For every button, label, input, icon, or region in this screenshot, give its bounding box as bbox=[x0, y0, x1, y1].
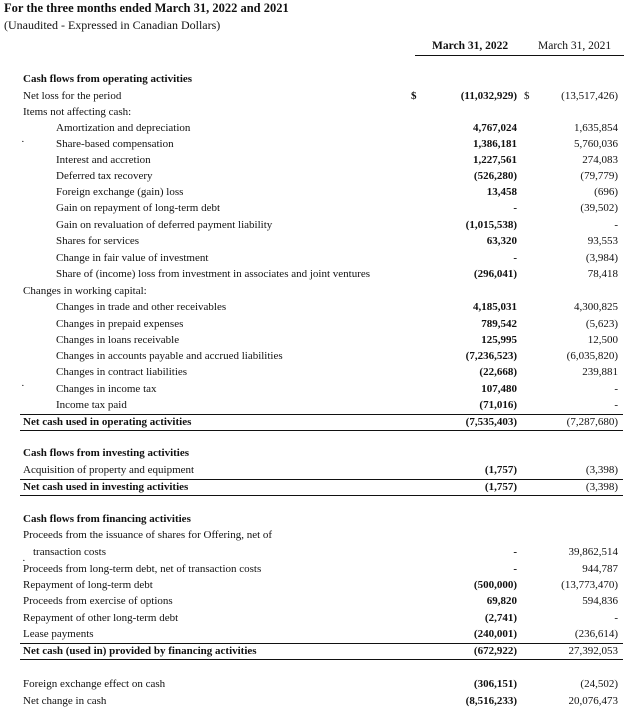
table-row bbox=[0, 446, 624, 462]
table-row bbox=[0, 137, 624, 153]
row-label: Interest and accretion bbox=[56, 154, 151, 166]
row-label: Changes in contract liabilities bbox=[56, 366, 188, 378]
value-2021: (696) bbox=[594, 186, 618, 198]
stray-mark: · bbox=[22, 555, 26, 567]
value-2022: - bbox=[513, 546, 517, 558]
row-label: Amortization and depreciation bbox=[56, 122, 191, 134]
value-2022: (7,535,403) bbox=[465, 416, 517, 428]
row-label: Acquisition of property and equipment bbox=[23, 464, 195, 476]
row-label: Proceeds from exercise of options bbox=[23, 595, 173, 607]
value-2022: (240,001) bbox=[473, 628, 517, 640]
row-label: Repayment of long-term debt bbox=[23, 579, 153, 591]
value-2022: (672,922) bbox=[473, 645, 517, 657]
total-rule bbox=[20, 659, 623, 660]
table-row bbox=[0, 594, 624, 610]
value-2021: 27,392,053 bbox=[568, 645, 618, 657]
value-2022: (1,015,538) bbox=[465, 219, 517, 231]
value-2022: 1,386,181 bbox=[473, 138, 517, 150]
value-2021: (39,502) bbox=[580, 202, 618, 214]
value-2022: 13,458 bbox=[486, 186, 517, 198]
value-2022: 69,820 bbox=[486, 595, 517, 607]
header-rule bbox=[415, 55, 624, 56]
value-2022: (11,032,929) bbox=[460, 90, 517, 102]
value-2021: (3,398) bbox=[585, 481, 618, 493]
row-label: Net change in cash bbox=[23, 695, 107, 707]
value-2021: 20,076,473 bbox=[568, 695, 618, 707]
row-label: Income tax paid bbox=[56, 399, 127, 411]
row-label: Foreign exchange effect on cash bbox=[23, 678, 166, 690]
value-2022: (296,041) bbox=[473, 268, 517, 280]
value-2021: - bbox=[614, 399, 618, 411]
row-label: Cash flows from investing activities bbox=[23, 447, 190, 459]
table-row bbox=[0, 398, 624, 414]
row-label: Changes in income tax bbox=[56, 383, 157, 395]
column-header-2022: March 31, 2022 bbox=[432, 40, 509, 52]
table-row bbox=[0, 72, 624, 88]
table-row bbox=[0, 169, 624, 185]
table-row bbox=[0, 644, 624, 660]
row-label: Shares for services bbox=[56, 235, 140, 247]
currency-symbol-2022: $ bbox=[411, 90, 417, 102]
table-row bbox=[0, 578, 624, 594]
value-2022: 125,995 bbox=[481, 334, 517, 346]
row-label: Changes in loans receivable bbox=[56, 334, 180, 346]
row-label: Cash flows from operating activities bbox=[23, 73, 193, 85]
table-row bbox=[0, 267, 624, 283]
table-row bbox=[0, 562, 624, 578]
table-row bbox=[0, 251, 624, 267]
value-2022: 63,320 bbox=[486, 235, 517, 247]
value-2022: (22,668) bbox=[479, 366, 517, 378]
row-label: Net cash (used in) provided by financing activities bbox=[23, 645, 257, 657]
row-label: Gain on revaluation of deferred payment liability bbox=[56, 219, 273, 231]
value-2022: (1,757) bbox=[484, 481, 517, 493]
total-rule bbox=[20, 430, 623, 431]
row-label: Changes in working capital: bbox=[23, 285, 147, 297]
table-row bbox=[0, 528, 624, 544]
table-row bbox=[0, 677, 624, 693]
value-2022: 4,185,031 bbox=[473, 301, 517, 313]
value-2021: 4,300,825 bbox=[574, 301, 618, 313]
value-2021: 12,500 bbox=[587, 334, 618, 346]
table-row bbox=[0, 185, 624, 201]
value-2021: 239,881 bbox=[582, 366, 618, 378]
table-row bbox=[0, 284, 624, 300]
value-2021: 5,760,036 bbox=[574, 138, 618, 150]
table-row bbox=[0, 463, 624, 479]
row-label: Share-based compensation bbox=[56, 138, 174, 150]
value-2021: 39,862,514 bbox=[568, 546, 618, 558]
table-row bbox=[0, 545, 624, 561]
value-2022: - bbox=[513, 202, 517, 214]
table-row bbox=[0, 415, 624, 431]
value-2022: 789,542 bbox=[481, 318, 517, 330]
value-2021: (79,779) bbox=[580, 170, 618, 182]
table-row bbox=[0, 349, 624, 365]
value-2021: (24,502) bbox=[580, 678, 618, 690]
table-row bbox=[0, 300, 624, 316]
value-2022: - bbox=[513, 563, 517, 575]
table-row bbox=[0, 218, 624, 234]
value-2022: (8,516,233) bbox=[465, 695, 517, 707]
value-2021: 944,787 bbox=[582, 563, 618, 575]
value-2021: - bbox=[614, 383, 618, 395]
row-label: Changes in prepaid expenses bbox=[56, 318, 184, 330]
stray-mark: · bbox=[21, 136, 25, 148]
row-label: Proceeds from the issuance of shares for Offering, net of bbox=[23, 529, 273, 541]
value-2021: (3,984) bbox=[585, 252, 618, 264]
row-label: Lease payments bbox=[23, 628, 94, 640]
value-2021: (6,035,820) bbox=[566, 350, 618, 362]
value-2021: 78,418 bbox=[587, 268, 618, 280]
row-label: Cash flows from financing activities bbox=[23, 513, 191, 525]
row-label: transaction costs bbox=[33, 546, 107, 558]
row-label: Change in fair value of investment bbox=[56, 252, 209, 264]
row-label: Changes in accounts payable and accrued liabilities bbox=[56, 350, 283, 362]
row-label: Changes in trade and other receivables bbox=[56, 301, 227, 313]
value-2021: (7,287,680) bbox=[566, 416, 618, 428]
stray-mark: · bbox=[21, 380, 25, 392]
table-row bbox=[0, 627, 624, 643]
value-2021: (5,623) bbox=[585, 318, 618, 330]
row-label: Gain on repayment of long-term debt bbox=[56, 202, 221, 214]
table-row bbox=[0, 365, 624, 381]
value-2022: - bbox=[513, 252, 517, 264]
row-label: Share of (income) loss from investment in associates and joint ventures bbox=[56, 268, 371, 280]
row-label: Proceeds from long-term debt, net of transaction costs bbox=[23, 563, 262, 575]
total-rule bbox=[20, 479, 623, 480]
statement-subtitle: (Unaudited - Expressed in Canadian Dollars) bbox=[4, 18, 221, 32]
total-rule bbox=[20, 495, 623, 496]
table-row bbox=[0, 234, 624, 250]
table-row bbox=[0, 105, 624, 121]
value-2022: 1,227,561 bbox=[473, 154, 517, 166]
table-row bbox=[0, 201, 624, 217]
row-label: Net cash used in investing activities bbox=[23, 481, 189, 493]
value-2022: (2,741) bbox=[484, 612, 517, 624]
value-2021: 274,083 bbox=[582, 154, 618, 166]
table-row bbox=[0, 480, 624, 496]
table-row bbox=[0, 382, 624, 398]
statement-title: For the three months ended March 31, 2022 and 2021 bbox=[4, 1, 289, 15]
table-row bbox=[0, 153, 624, 169]
row-label: Repayment of other long-term debt bbox=[23, 612, 179, 624]
value-2021: (13,773,470) bbox=[561, 579, 618, 591]
value-2021: (13,517,426) bbox=[561, 90, 618, 102]
value-2021: - bbox=[614, 612, 618, 624]
value-2021: 93,553 bbox=[587, 235, 618, 247]
row-label: Net cash used in operating activities bbox=[23, 416, 192, 428]
table-row bbox=[0, 694, 624, 710]
table-row bbox=[0, 611, 624, 627]
value-2022: (306,151) bbox=[473, 678, 517, 690]
table-row bbox=[0, 317, 624, 333]
row-label: Foreign exchange (gain) loss bbox=[56, 186, 184, 198]
value-2022: (500,000) bbox=[473, 579, 517, 591]
value-2021: 1,635,854 bbox=[574, 122, 618, 134]
table-row bbox=[0, 89, 624, 105]
total-rule bbox=[20, 643, 623, 644]
total-rule bbox=[20, 414, 623, 415]
value-2022: (7,236,523) bbox=[465, 350, 517, 362]
value-2022: (71,016) bbox=[479, 399, 517, 411]
table-row bbox=[0, 121, 624, 137]
value-2022: (526,280) bbox=[473, 170, 517, 182]
value-2021: (3,398) bbox=[585, 464, 618, 476]
table-row bbox=[0, 333, 624, 349]
value-2021: - bbox=[614, 219, 618, 231]
row-label: Deferred tax recovery bbox=[56, 170, 153, 182]
value-2022: 107,480 bbox=[481, 383, 517, 395]
row-label: Net loss for the period bbox=[23, 90, 122, 102]
row-label: Items not affecting cash: bbox=[23, 106, 132, 118]
value-2021: (236,614) bbox=[574, 628, 618, 640]
value-2022: 4,767,024 bbox=[473, 122, 517, 134]
column-header-2021: March 31, 2021 bbox=[538, 40, 612, 52]
currency-symbol-2021: $ bbox=[524, 90, 530, 102]
value-2021: 594,836 bbox=[582, 595, 618, 607]
table-row bbox=[0, 512, 624, 528]
value-2022: (1,757) bbox=[484, 464, 517, 476]
